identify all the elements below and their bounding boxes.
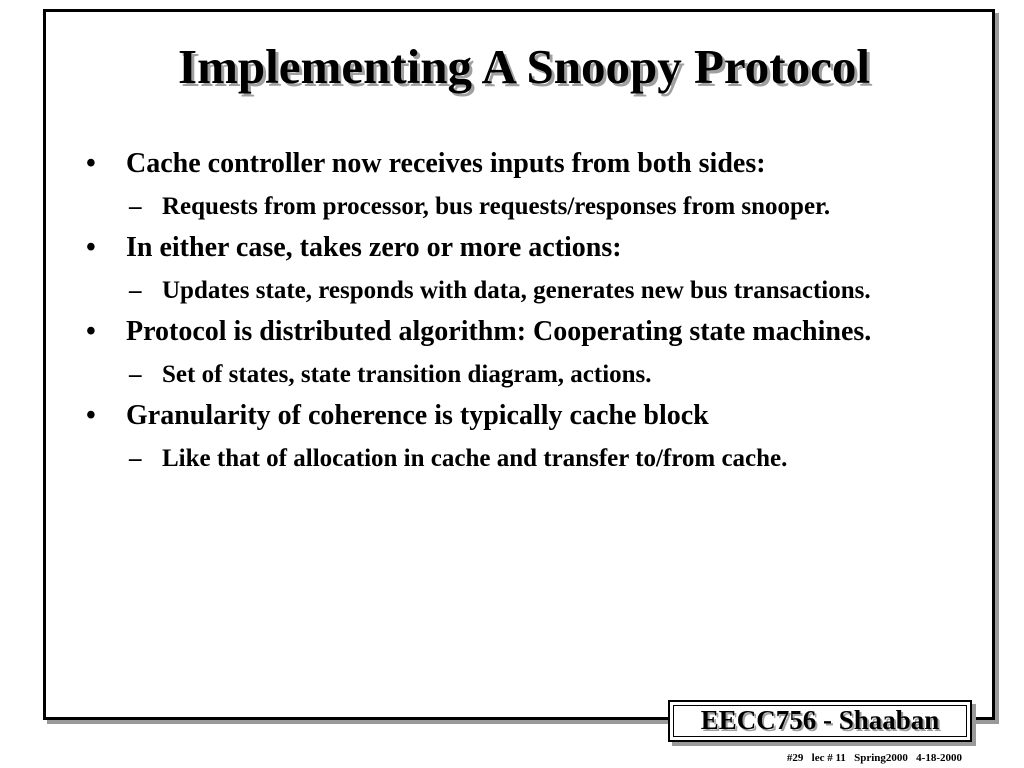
bullet-marker: • <box>86 148 96 179</box>
bullet-marker: • <box>86 316 96 347</box>
slide-title: Implementing A Snoopy Protocol <box>178 39 870 94</box>
bullet-list <box>86 146 926 482</box>
bullet-text: Cache controller now receives inputs from both sides: <box>126 148 766 179</box>
bullet-item <box>86 314 926 392</box>
slide-meta: #29 lec # 11 Spring2000 4-18-2000 <box>786 752 962 764</box>
sub-bullet-marker: – <box>129 361 142 388</box>
sub-bullet-item <box>117 189 926 224</box>
course-footer-inner-border <box>673 705 967 737</box>
bullet-text: Granularity of coherence is typically cache block <box>126 400 709 431</box>
bullet-text: Protocol is distributed algorithm: Cooperating state machines. <box>126 316 872 347</box>
sub-bullet-list <box>117 189 926 224</box>
bullet-marker: • <box>86 232 96 263</box>
bullet-marker: • <box>86 400 96 431</box>
sub-bullet-text: Set of states, state transition diagram, actions. <box>162 361 652 388</box>
bullet-item <box>86 146 926 224</box>
sub-bullet-text: Requests from processor, bus requests/responses from snooper. <box>162 193 831 220</box>
sub-bullet-text: Like that of allocation in cache and transfer to/from cache. <box>162 445 788 472</box>
sub-bullet-item <box>117 273 926 308</box>
sub-bullet-list <box>117 273 926 308</box>
sub-bullet-marker: – <box>129 277 142 304</box>
bullet-item <box>86 230 926 308</box>
bullet-item <box>86 398 926 476</box>
sub-bullet-item <box>117 441 926 476</box>
sub-bullet-list <box>117 441 926 476</box>
sub-bullet-marker: – <box>129 445 142 472</box>
course-footer-label: EECC756 - Shaaban <box>700 705 940 735</box>
sub-bullet-list <box>117 357 926 392</box>
sub-bullet-marker: – <box>129 193 142 220</box>
bullet-text: In either case, takes zero or more actions: <box>126 232 622 263</box>
sub-bullet-text: Updates state, responds with data, generates new bus transactions. <box>162 277 871 304</box>
sub-bullet-item <box>117 357 926 392</box>
course-footer-box <box>668 700 972 742</box>
